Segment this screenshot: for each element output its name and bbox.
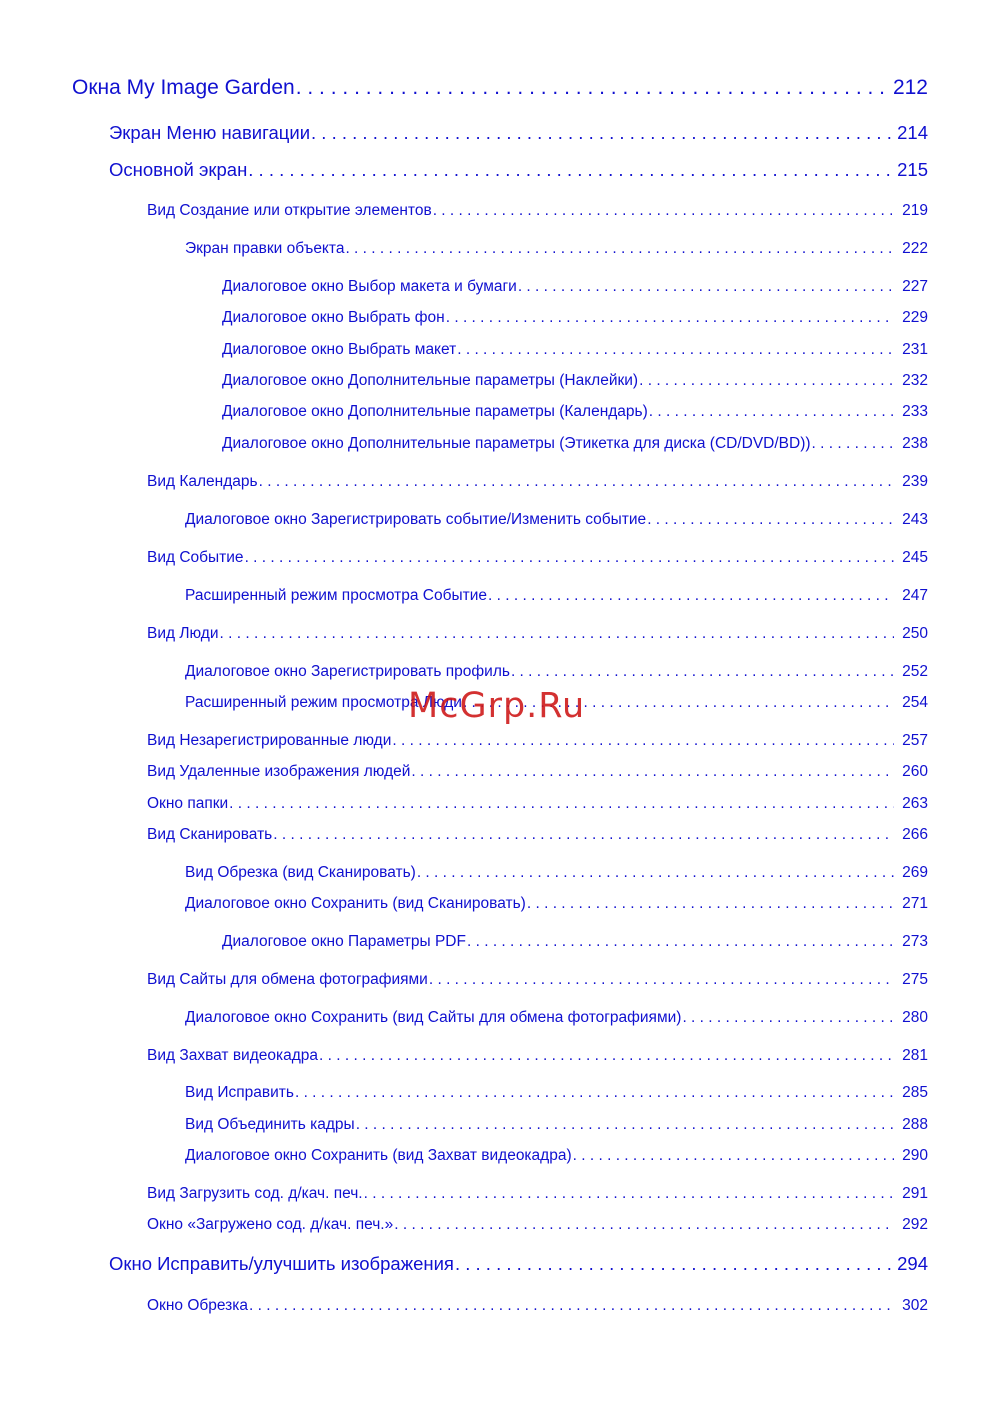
toc-dot-leader — [649, 401, 894, 422]
toc-entry-page-number[interactable]: 245 — [902, 549, 928, 566]
toc-entry-title[interactable]: Диалоговое окно Выбрать макет — [222, 341, 457, 358]
toc-entry[interactable] — [147, 969, 928, 990]
toc-entry[interactable] — [185, 1145, 928, 1166]
toc-entry-page-number[interactable]: 294 — [897, 1253, 928, 1274]
toc-entry[interactable] — [147, 1295, 928, 1316]
toc-dot-leader — [457, 339, 894, 360]
toc-dot-leader — [248, 157, 891, 182]
toc-entry[interactable] — [222, 401, 928, 422]
toc-entry[interactable] — [185, 862, 928, 883]
toc-entry-title[interactable]: Экран Меню навигации — [109, 122, 311, 143]
toc-dot-leader — [463, 692, 894, 713]
toc-entry-title[interactable]: Окно Обрезка — [147, 1297, 249, 1314]
toc-entry-title[interactable]: Основной экран — [109, 159, 248, 180]
toc-entry-title[interactable]: Вид Люди — [147, 625, 219, 642]
toc-entry-title[interactable]: Диалоговое окно Дополнительные параметры (Этикетка для диска (CD/DVD/BD)) — [222, 435, 811, 452]
toc-entry[interactable] — [147, 1183, 928, 1204]
toc-dot-leader — [364, 1183, 894, 1204]
toc-dot-leader — [345, 238, 894, 259]
toc-entry-page-number[interactable]: 212 — [892, 76, 928, 99]
toc-entry[interactable] — [147, 824, 928, 845]
toc-entry-title[interactable]: Вид Календарь — [147, 473, 258, 490]
toc-entry[interactable] — [185, 1007, 928, 1028]
toc-entry[interactable] — [185, 238, 928, 259]
toc-entry-title[interactable]: Расширенный режим просмотра Событие — [185, 587, 487, 604]
toc-dot-leader — [812, 433, 894, 454]
toc-entry-page-number[interactable]: 260 — [902, 763, 928, 780]
toc-entry-title[interactable]: Экран правки объекта — [185, 240, 345, 257]
toc-dot-leader — [417, 862, 894, 883]
toc-entry-title[interactable]: Диалоговое окно Сохранить (вид Сканировать) — [185, 895, 526, 912]
toc-dot-leader — [411, 761, 894, 782]
toc-entry-page-number[interactable]: 239 — [902, 473, 928, 490]
toc-dot-leader — [433, 200, 894, 221]
toc-entry-page-number[interactable]: 247 — [902, 587, 928, 604]
toc-entry-title[interactable]: Диалоговое окно Параметры PDF — [222, 933, 466, 950]
toc-dot-leader — [220, 623, 894, 644]
toc-entry-page-number[interactable]: 231 — [902, 341, 928, 358]
toc-entry-page-number[interactable]: 214 — [897, 122, 928, 143]
toc-entry[interactable] — [185, 1114, 928, 1135]
toc-entry[interactable] — [147, 761, 928, 782]
toc-dot-leader — [394, 1214, 894, 1235]
toc-entry-title[interactable]: Расширенный режим просмотра Люди — [185, 694, 462, 711]
toc-entry[interactable] — [147, 1045, 928, 1066]
toc-entry-title[interactable]: Окна My Image Garden — [72, 76, 295, 99]
toc-entry-page-number[interactable]: 243 — [902, 511, 928, 528]
toc-dot-leader — [639, 370, 894, 391]
toc-entry[interactable] — [185, 1082, 928, 1103]
toc-dot-leader — [319, 1045, 894, 1066]
toc-entry-page-number[interactable]: 285 — [902, 1084, 928, 1101]
toc-entry-title[interactable]: Вид Незарегистрированные люди — [147, 732, 392, 749]
toc-entry[interactable] — [185, 692, 928, 713]
toc-entry-title[interactable]: Вид Сканировать — [147, 826, 273, 843]
toc-dot-leader — [467, 931, 894, 952]
toc-entry-page-number[interactable]: 281 — [902, 1047, 928, 1064]
toc-entry-page-number[interactable]: 288 — [902, 1116, 928, 1133]
toc-entry-title[interactable]: Диалоговое окно Выбрать фон — [222, 309, 445, 326]
toc-entry-page-number[interactable]: 292 — [902, 1216, 928, 1233]
toc-dot-leader — [446, 307, 894, 328]
toc-entry[interactable] — [147, 623, 928, 644]
toc-dot-leader — [245, 547, 894, 568]
toc-entry-title[interactable]: Вид Захват видеокадра — [147, 1047, 319, 1064]
toc-entry-page-number[interactable]: 229 — [902, 309, 928, 326]
toc-entry-page-number[interactable]: 238 — [902, 435, 928, 452]
toc-entry-title[interactable]: Диалоговое окно Сохранить (вид Захват видеокадра) — [185, 1147, 572, 1164]
toc-entry-page-number[interactable]: 273 — [902, 933, 928, 950]
toc-entry-page-number[interactable]: 266 — [902, 826, 928, 843]
watermark-logo: McGrp.Ru — [408, 686, 586, 726]
toc-dot-leader — [488, 585, 894, 606]
toc-entry[interactable] — [222, 370, 928, 391]
toc-dot-leader — [429, 969, 894, 990]
toc-entry-title[interactable]: Вид Исправить — [185, 1084, 294, 1101]
toc-entry-page-number[interactable]: 291 — [902, 1185, 928, 1202]
toc-entry-page-number[interactable]: 219 — [902, 202, 928, 219]
toc-dot-leader — [647, 509, 894, 530]
toc-entry-title[interactable]: Вид Объединить кадры — [185, 1116, 355, 1133]
toc-entry-page-number[interactable]: 233 — [902, 403, 928, 420]
toc-entry[interactable] — [222, 339, 928, 360]
toc-entry[interactable] — [147, 730, 928, 751]
toc-entry[interactable] — [147, 471, 928, 492]
toc-entry-title[interactable]: Окно «Загружено сод. д/кач. печ.» — [147, 1216, 394, 1233]
toc-dot-leader — [229, 793, 894, 814]
toc-entry-page-number[interactable]: 263 — [902, 795, 928, 812]
toc-entry-title[interactable]: Диалоговое окно Зарегистрировать событие/Изменить событие — [185, 511, 647, 528]
toc-entry[interactable] — [222, 307, 928, 328]
toc-dot-leader — [296, 74, 887, 102]
toc-dot-leader — [527, 893, 894, 914]
toc-entry[interactable] — [109, 157, 928, 182]
toc-entry[interactable] — [185, 893, 928, 914]
toc-entry-page-number[interactable]: 250 — [902, 625, 928, 642]
toc-entry-page-number[interactable]: 257 — [902, 732, 928, 749]
toc-entry[interactable] — [72, 74, 928, 102]
toc-dot-leader — [511, 661, 894, 682]
toc-entry[interactable] — [147, 547, 928, 568]
toc-entry-title[interactable]: Вид Обрезка (вид Сканировать) — [185, 864, 416, 881]
toc-entry-page-number[interactable]: 290 — [902, 1147, 928, 1164]
toc-entry[interactable] — [185, 585, 928, 606]
toc-entry-title[interactable]: Окно Исправить/улучшить изображения — [109, 1253, 454, 1274]
toc-entry-page-number[interactable]: 215 — [897, 159, 928, 180]
toc-entry-title[interactable]: Диалоговое окно Выбор макета и бумаги — [222, 278, 517, 295]
toc-dot-leader — [356, 1114, 894, 1135]
toc-entry-title[interactable]: Окно папки — [147, 795, 229, 812]
toc-entry[interactable] — [109, 1251, 928, 1276]
toc-entry-page-number[interactable]: 254 — [902, 694, 928, 711]
toc-dot-leader — [455, 1251, 891, 1276]
toc-dot-leader — [518, 276, 894, 297]
toc-entry[interactable] — [147, 793, 928, 814]
toc-entry-title[interactable]: Диалоговое окно Дополнительные параметры (Наклейки) — [222, 372, 639, 389]
toc-dot-leader — [682, 1007, 894, 1028]
toc-dot-leader — [573, 1145, 894, 1166]
toc-dot-leader — [249, 1295, 894, 1316]
toc-entry[interactable] — [185, 661, 928, 682]
toc-dot-leader — [259, 471, 894, 492]
toc-entry-title[interactable]: Вид Событие — [147, 549, 244, 566]
toc-dot-leader — [295, 1082, 894, 1103]
toc-entry-page-number[interactable]: 280 — [902, 1009, 928, 1026]
toc-entry[interactable] — [147, 1214, 928, 1235]
toc-entry[interactable] — [222, 276, 928, 297]
toc-entry-title[interactable]: Диалоговое окно Дополнительные параметры (Календарь) — [222, 403, 648, 420]
toc-entry-page-number[interactable]: 227 — [902, 278, 928, 295]
toc-entry-page-number[interactable]: 275 — [902, 971, 928, 988]
toc-entry-title[interactable]: Диалоговое окно Зарегистрировать профиль — [185, 663, 510, 680]
toc-entry-title[interactable]: Диалоговое окно Сохранить (вид Сайты для обмена фотографиями) — [185, 1009, 682, 1026]
toc-dot-leader — [273, 824, 894, 845]
toc-entry-title[interactable]: Вид Удаленные изображения людей — [147, 763, 411, 780]
toc-entry-page-number[interactable]: 222 — [902, 240, 928, 257]
toc-entry[interactable] — [222, 931, 928, 952]
toc-entry[interactable] — [222, 433, 928, 454]
toc-entry-page-number[interactable]: 252 — [902, 663, 928, 680]
toc-entry-title[interactable]: Вид Создание или открытие элементов — [147, 202, 432, 219]
toc-entry-title[interactable]: Вид Сайты для обмена фотографиями — [147, 971, 428, 988]
toc-entry-page-number[interactable]: 232 — [902, 372, 928, 389]
toc-dot-leader — [311, 120, 891, 145]
toc-dot-leader — [392, 730, 894, 751]
toc-entry-page-number[interactable]: 269 — [902, 864, 928, 881]
toc-entry[interactable] — [185, 509, 928, 530]
toc-entry-page-number[interactable]: 271 — [902, 895, 928, 912]
toc-entry[interactable] — [109, 120, 928, 145]
toc-entry[interactable] — [147, 200, 928, 221]
toc-entry-title[interactable]: Вид Загрузить сод. д/кач. печ. — [147, 1185, 363, 1202]
toc-entry-page-number[interactable]: 302 — [902, 1297, 928, 1314]
